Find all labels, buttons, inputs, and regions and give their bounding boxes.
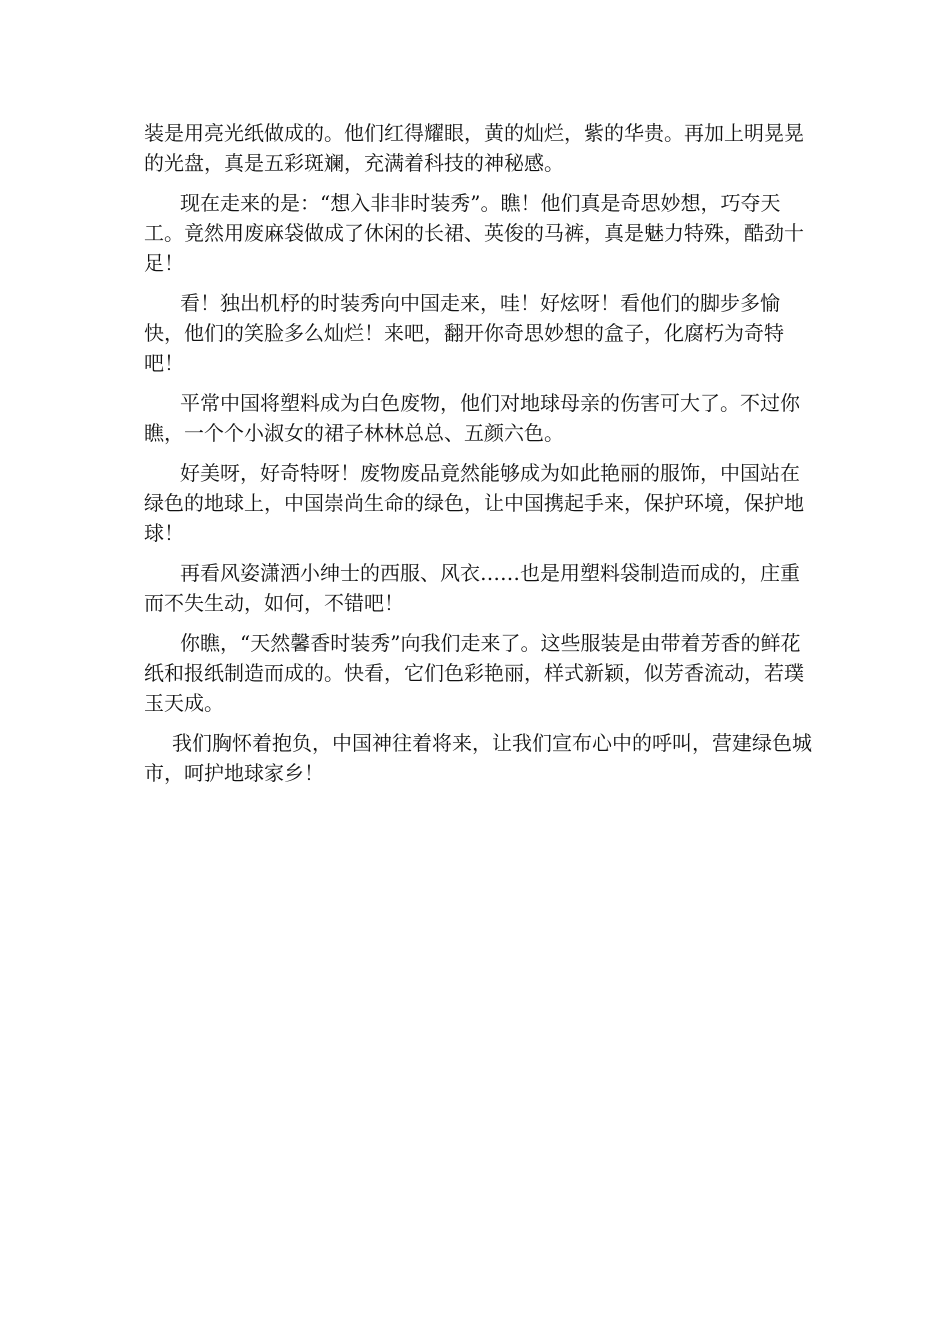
- paragraph-6: 再看风姿潇洒小绅士的西服、风衣……也是用塑料袋制造而成的，庄重而不失生动，如何，不错吧！: [144, 561, 800, 615]
- document-body: [144, 118, 814, 798]
- paragraph-5: 好美呀，好奇特呀！废物废品竟然能够成为如此艳丽的服饰，中国站在绿色的地球上，中国崇尚生命的绿色，让中国携起手来，保护环境，保护地球！: [144, 461, 804, 545]
- paragraph-7: 你瞧，“天然馨香时装秀”向我们走来了。这些服装是由带着芳香的鲜花纸和报纸制造而成的。快看，它们色彩艳丽，样式新颖，似芳香流动，若璞玉天成。: [144, 631, 804, 715]
- paragraph-2: 现在走来的是：“想入非非时装秀”。瞧！他们真是奇思妙想，巧夺天工。竟然用废麻袋做成了休闲的长裙、英俊的马裤，真是魅力特殊，酷劲十足！: [144, 191, 804, 275]
- paragraph-3: 看！独出机杼的时装秀向中国走来，哇！好炫呀！看他们的脚步多愉快，他们的笑脸多么灿烂！来吧，翻开你奇思妙想的盒子，化腐朽为奇特吧！: [144, 291, 784, 375]
- paragraph-1: 装是用亮光纸做成的。他们红得耀眼，黄的灿烂，紫的华贵。再加上明晃晃的光盘，真是五彩斑斓，充满着科技的神秘感。: [144, 121, 804, 175]
- paragraph-8: 我们胸怀着抱负，中国神往着将来，让我们宣布心中的呼叫，营建绿色城市，呵护地球家乡！: [144, 731, 812, 785]
- paragraph-4: 平常中国将塑料成为白色废物，他们对地球母亲的伤害可大了。不过你瞧，一个个小淑女的裙子林林总总、五颜六色。: [144, 391, 800, 445]
